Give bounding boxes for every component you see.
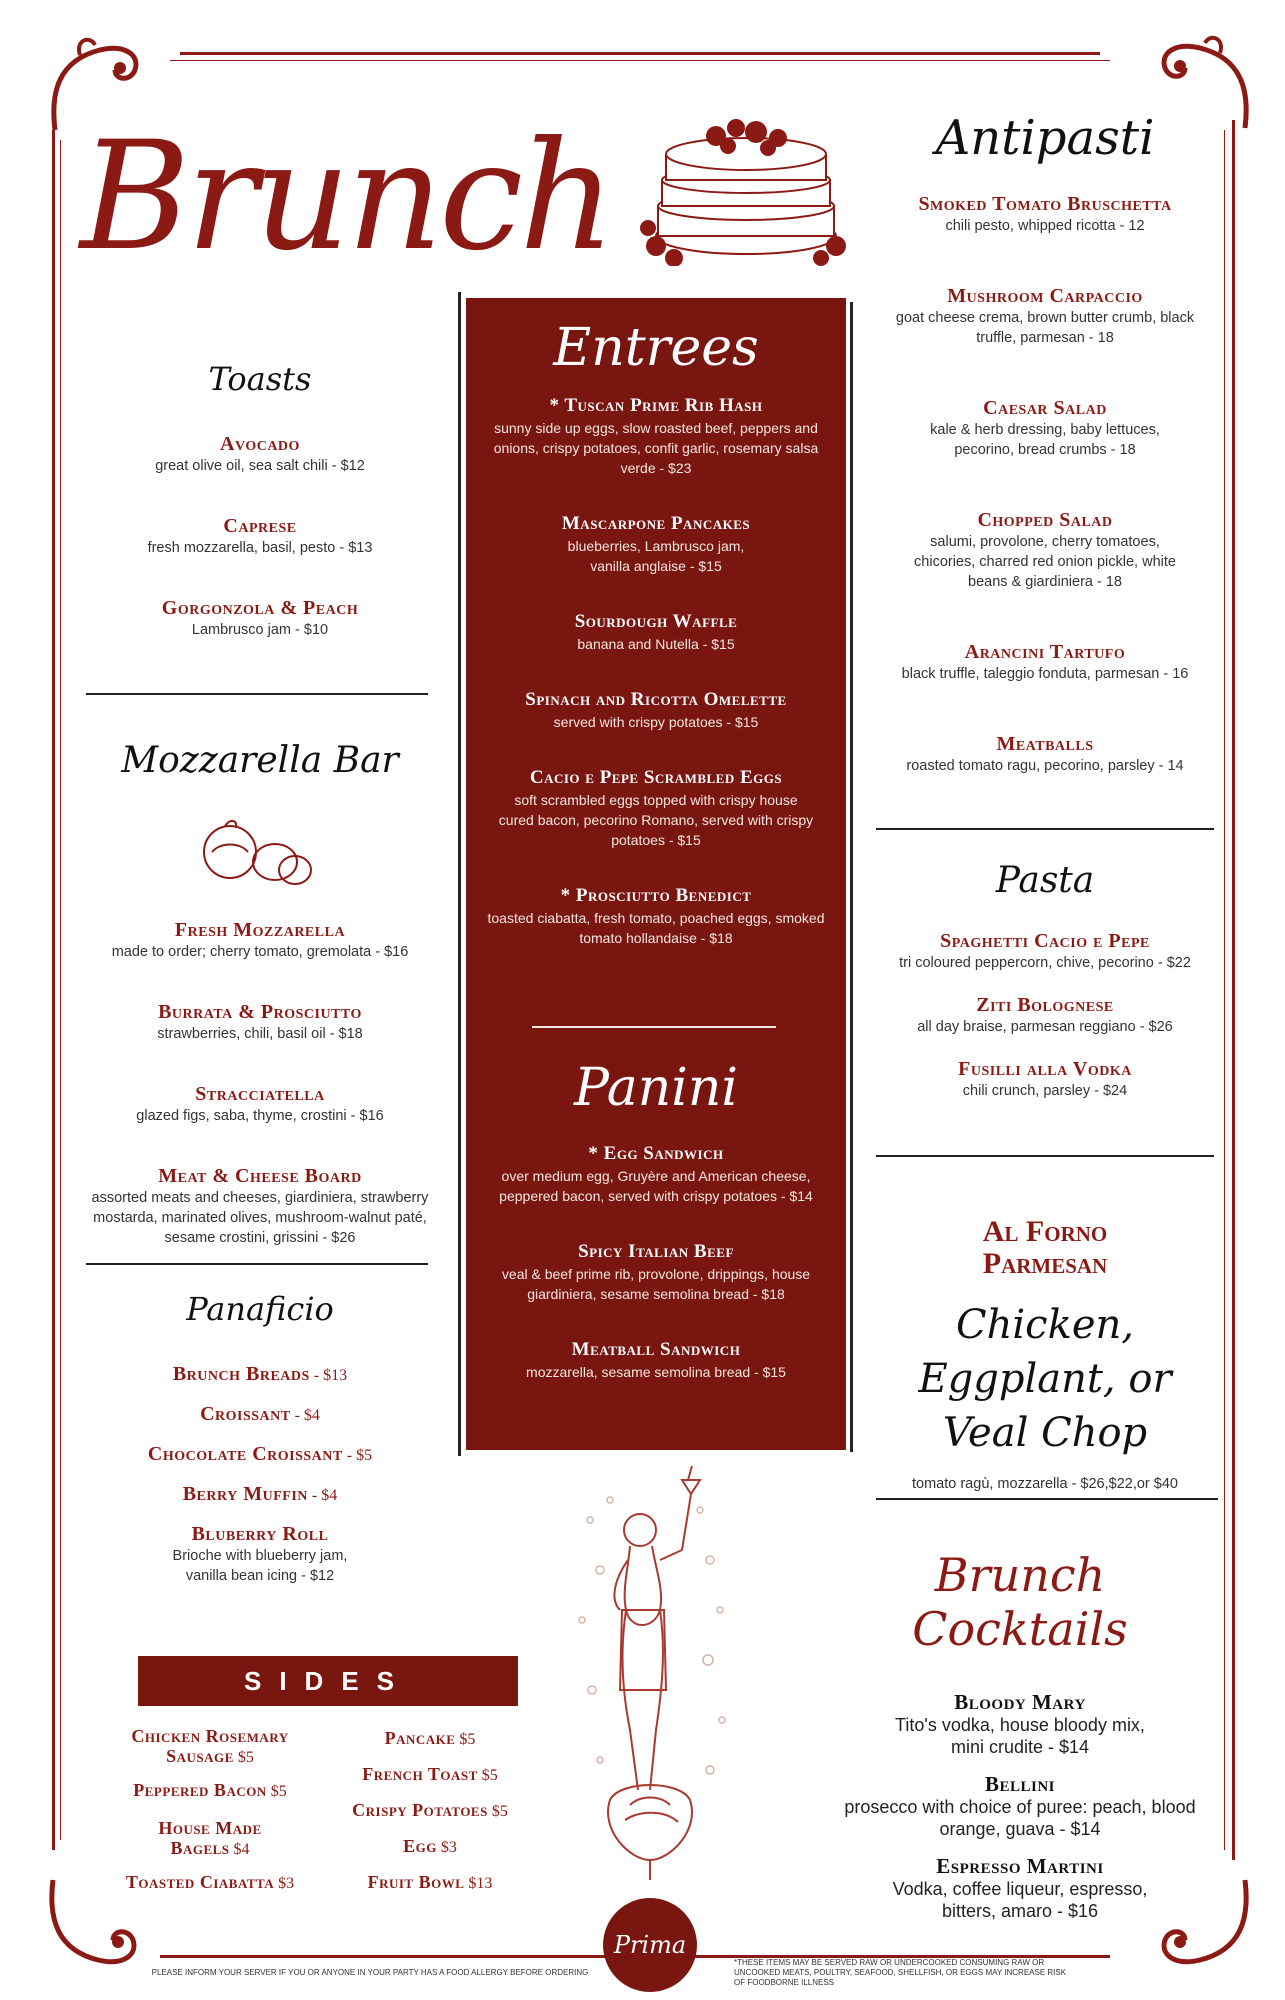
antipasti-item-name: Smoked Tomato Bruschetta bbox=[918, 193, 1172, 215]
side-item bbox=[330, 1800, 530, 1822]
entree-item bbox=[476, 512, 836, 576]
cocktail-item-desc: Vodka, coffee liqueur, espresso, bitters, amaro - $16 bbox=[892, 1879, 1148, 1921]
side-item-name: Fruit Bowl bbox=[367, 1872, 465, 1892]
antipasti-item-desc: kale & herb dressing, baby lettuces, pecorino, bread crumbs - 18 bbox=[930, 422, 1160, 458]
entree-item bbox=[476, 884, 836, 948]
antipasti-item-name: Chopped Salad bbox=[977, 509, 1113, 531]
panaficio-item bbox=[80, 1482, 440, 1506]
antipasti-item-name: Caesar Salad bbox=[983, 397, 1107, 419]
side-item bbox=[130, 1818, 290, 1860]
side-item bbox=[110, 1726, 310, 1768]
cocktail-item-name: Bellini bbox=[984, 1772, 1056, 1796]
frame-top-line bbox=[180, 52, 1100, 55]
panini-item bbox=[472, 1142, 840, 1206]
panaficio-item bbox=[80, 1522, 440, 1586]
side-item-price: $4 bbox=[229, 1841, 250, 1858]
mozzarella-item-name: Burrata & Prosciutto bbox=[158, 1001, 362, 1023]
entree-item-name: Spinach and Ricotta Omelette bbox=[525, 689, 787, 710]
toasts-title: Toasts bbox=[208, 360, 312, 398]
mozzarella-bar-section bbox=[80, 740, 440, 791]
divider bbox=[876, 1498, 1218, 1500]
entree-item-desc: soft scrambled eggs topped with crispy house cured bacon, pecorino Romano, served with crispy potatoes - $15 bbox=[498, 792, 814, 848]
pasta-section bbox=[880, 860, 1210, 1101]
allergy-note: PLEASE INFORM YOUR SERVER IF YOU OR ANYONE IN YOUR PARTY HAS A FOOD ALLERGY BEFORE ORDERING bbox=[151, 1968, 589, 1977]
toast-item-name: Gorgonzola & Peach bbox=[161, 597, 359, 619]
frame-left-line bbox=[52, 130, 55, 1850]
pancake-stack-icon bbox=[636, 96, 858, 266]
side-item-price: $5 bbox=[487, 1803, 508, 1820]
mozzarella-item-name: Stracciatella bbox=[195, 1083, 325, 1105]
panaficio-item-name: Chocolate Croissant bbox=[147, 1443, 343, 1465]
panini-item-name: Meatball Sandwich bbox=[571, 1339, 741, 1360]
cocktail-item bbox=[820, 1772, 1220, 1840]
side-item-name: Chicken Rosemary Sausage bbox=[131, 1726, 289, 1766]
side-item-name: Toasted Ciabatta bbox=[125, 1872, 275, 1892]
entrees-panel bbox=[466, 298, 846, 1450]
panini-item-name: Spicy Italian Beef bbox=[578, 1241, 734, 1262]
panaficio-item-name: Brunch Breads bbox=[172, 1363, 310, 1385]
side-item-price: $5 bbox=[233, 1749, 254, 1766]
side-item bbox=[330, 1764, 530, 1786]
al-forno-subtitle: Chicken, Eggplant, or Veal Chop bbox=[918, 1302, 1172, 1456]
panaficio-section bbox=[80, 1290, 440, 1586]
page-title-text: Brunch bbox=[80, 110, 612, 284]
antipasti-item-desc: black truffle, taleggio fonduta, parmesan - 16 bbox=[901, 666, 1189, 682]
side-item-name: House Made Bagels bbox=[158, 1818, 262, 1858]
entree-item bbox=[476, 394, 836, 478]
cocktail-item-name: Espresso Martini bbox=[936, 1854, 1104, 1878]
side-item-name: Crispy Potatoes bbox=[352, 1800, 488, 1820]
cocktail-item-desc: Tito's vodka, house bloody mix, mini crudite - $14 bbox=[895, 1715, 1145, 1757]
toast-item bbox=[80, 514, 440, 558]
side-item bbox=[100, 1872, 320, 1894]
antipasti-item-name: Arancini Tartufo bbox=[964, 641, 1126, 663]
frame-right-line bbox=[1232, 120, 1235, 1860]
divider bbox=[86, 693, 428, 695]
entree-item-desc: toasted ciabatta, fresh tomato, poached eggs, smoked tomato hollandaise - $18 bbox=[487, 910, 825, 946]
panaficio-item-price: - $4 bbox=[307, 1487, 338, 1504]
entrees-title: Entrees bbox=[553, 318, 759, 378]
panaficio-item-name: Bluberry Roll bbox=[191, 1523, 329, 1545]
side-item bbox=[330, 1836, 530, 1858]
cocktails-title: Brunch Cocktails bbox=[912, 1548, 1128, 1656]
al-forno-section bbox=[880, 1216, 1210, 1494]
side-item-name: Egg bbox=[403, 1836, 437, 1856]
panaficio-item-name: Berry Muffin bbox=[182, 1483, 308, 1505]
champagne-lady-illustration-icon bbox=[570, 1460, 740, 1880]
antipasti-item-desc: salumi, provolone, cherry tomatoes, chicories, charred red onion pickle, white beans & giardiniera - 18 bbox=[914, 534, 1176, 590]
divider bbox=[876, 1155, 1214, 1157]
toast-item-desc: great olive oil, sea salt chili - $12 bbox=[155, 458, 365, 474]
entree-item-name: * Tuscan Prime Rib Hash bbox=[549, 395, 763, 416]
mozzarella-item bbox=[70, 1164, 450, 1248]
toast-item bbox=[80, 596, 440, 640]
side-item-price: $13 bbox=[464, 1875, 493, 1892]
side-item-name: Peppered Bacon bbox=[133, 1780, 267, 1800]
divider bbox=[86, 1263, 428, 1265]
antipasti-item-desc: roasted tomato ragu, pecorino, parsley - 14 bbox=[906, 758, 1184, 774]
panel-edge-left bbox=[458, 292, 461, 1456]
panini-item-name: * Egg Sandwich bbox=[588, 1143, 724, 1164]
cocktail-item bbox=[820, 1854, 1220, 1922]
pasta-item-desc: tri coloured peppercorn, chive, pecorino - $22 bbox=[899, 955, 1191, 971]
mozzarella-item bbox=[70, 1000, 450, 1044]
panaficio-item bbox=[80, 1442, 440, 1466]
pasta-item-name: Fusilli alla Vodka bbox=[958, 1058, 1132, 1080]
pasta-title: Pasta bbox=[995, 860, 1095, 901]
toast-item-desc: Lambrusco jam - $10 bbox=[191, 622, 329, 638]
mozzarella-item-name: Meat & Cheese Board bbox=[158, 1165, 362, 1187]
antipasti-item-desc: goat cheese crema, brown butter crumb, black truffle, parmesan - 18 bbox=[895, 310, 1195, 346]
panini-item bbox=[472, 1240, 840, 1304]
pasta-item-name: Spaghetti Cacio e Pepe bbox=[940, 930, 1150, 952]
frame-right-line-2 bbox=[1224, 130, 1225, 1850]
pasta-item-desc: chili crunch, parsley - $24 bbox=[962, 1083, 1128, 1099]
frame-top-line-2 bbox=[170, 60, 1110, 61]
panaficio-item bbox=[80, 1362, 440, 1386]
toasts-section bbox=[80, 360, 440, 676]
cocktails-section bbox=[820, 1548, 1220, 1922]
entree-item bbox=[476, 688, 836, 732]
panini-item-desc: mozzarella, sesame semolina bread - $15 bbox=[526, 1364, 786, 1380]
panaficio-item-price: - $13 bbox=[309, 1367, 348, 1384]
side-item bbox=[330, 1872, 530, 1894]
entree-item-desc: blueberries, Lambrusco jam, vanilla anglaise - $15 bbox=[567, 538, 745, 574]
cocktail-item-desc: prosecco with choice of puree: peach, blood orange, guava - $14 bbox=[844, 1797, 1196, 1839]
antipasti-item bbox=[880, 732, 1210, 776]
antipasti-item bbox=[880, 284, 1210, 348]
panaficio-item bbox=[80, 1402, 440, 1426]
side-item bbox=[330, 1728, 530, 1750]
panaficio-item-price: - $5 bbox=[342, 1447, 373, 1464]
mozzarella-bar-title: Mozzarella Bar bbox=[121, 740, 399, 781]
mozzarella-item bbox=[70, 918, 450, 962]
entree-item-desc: served with crispy potatoes - $15 bbox=[553, 714, 759, 730]
mozzarella-item-desc: made to order; cherry tomato, gremolata - $16 bbox=[111, 944, 409, 960]
al-forno-desc: tomato ragù, mozzarella - $26,$22,or $40 bbox=[912, 1476, 1178, 1492]
toast-item-name: Avocado bbox=[220, 433, 300, 455]
sides-header: SIDES bbox=[138, 1656, 518, 1706]
pasta-item bbox=[880, 929, 1210, 973]
mozzarella-item-desc: glazed figs, saba, thyme, crostini - $16 bbox=[136, 1108, 384, 1124]
mozzarella-item-desc: assorted meats and cheeses, giardiniera, strawberry mostarda, marinated olives, mushroom-walnut paté, sesame crostini, grissini - $26 bbox=[91, 1190, 429, 1246]
frame-left-line-2 bbox=[60, 140, 61, 1840]
divider bbox=[532, 1026, 776, 1028]
panini-item bbox=[472, 1338, 840, 1382]
panini-title: Panini bbox=[574, 1058, 738, 1118]
panini-item-desc: over medium egg, Gruyère and American cheese, peppered bacon, served with crispy potatoes - $14 bbox=[499, 1168, 813, 1204]
antipasti-item bbox=[880, 508, 1210, 592]
antipasti-item-name: Meatballs bbox=[996, 733, 1094, 755]
pasta-item bbox=[880, 993, 1210, 1037]
side-item-price: $5 bbox=[455, 1731, 476, 1748]
mozzarella-item bbox=[70, 1082, 450, 1126]
entree-item-desc: sunny side up eggs, slow roasted beef, peppers and onions, crispy potatoes, confit garlic, rosemary salsa verde - $23 bbox=[493, 420, 819, 476]
side-item-price: $5 bbox=[477, 1767, 498, 1784]
entree-item-name: Cacio e Pepe Scrambled Eggs bbox=[529, 767, 783, 788]
antipasti-title: Antipasti bbox=[935, 110, 1155, 166]
antipasti-item-name: Mushroom Carpaccio bbox=[947, 285, 1143, 307]
entree-item-name: * Prosciutto Benedict bbox=[560, 885, 752, 906]
pasta-item-desc: all day braise, parmesan reggiano - $26 bbox=[917, 1019, 1173, 1035]
side-item-price: $3 bbox=[274, 1875, 295, 1892]
cocktail-item bbox=[820, 1690, 1220, 1758]
entrees-section bbox=[476, 318, 836, 948]
page-title bbox=[80, 70, 612, 310]
prima-logo: Prima bbox=[603, 1898, 697, 1992]
antipasti-item bbox=[880, 396, 1210, 460]
panaficio-item-price: - $4 bbox=[290, 1407, 320, 1424]
antipasti-item bbox=[880, 640, 1210, 684]
panini-section bbox=[472, 1058, 840, 1382]
side-item-name: French Toast bbox=[362, 1764, 478, 1784]
mozzarella-item-desc: strawberries, chili, basil oil - $18 bbox=[157, 1026, 363, 1042]
antipasti-item bbox=[880, 192, 1210, 236]
pasta-item bbox=[880, 1057, 1210, 1101]
panini-item-desc: veal & beef prime rib, provolone, drippings, house giardiniera, sesame semolina bread - $18 bbox=[501, 1266, 811, 1302]
tomato-mozzarella-icon bbox=[190, 812, 320, 892]
divider bbox=[876, 828, 1214, 830]
entree-item-name: Mascarpone Pancakes bbox=[561, 513, 751, 534]
panaficio-title: Panaficio bbox=[186, 1290, 334, 1328]
entree-item-desc: banana and Nutella - $15 bbox=[577, 636, 735, 652]
panaficio-item-name: Croissant bbox=[200, 1403, 291, 1425]
toast-item bbox=[80, 432, 440, 476]
pasta-item-name: Ziti Bolognese bbox=[976, 994, 1114, 1016]
entree-item bbox=[476, 766, 836, 850]
mozzarella-items bbox=[70, 918, 450, 1248]
toast-item-name: Caprese bbox=[223, 515, 297, 537]
toast-item-desc: fresh mozzarella, basil, pesto - $13 bbox=[147, 540, 373, 556]
side-item-price: $3 bbox=[436, 1839, 457, 1856]
side-item-price: $5 bbox=[266, 1783, 287, 1800]
al-forno-title: Al Forno Parmesan bbox=[982, 1215, 1108, 1280]
cocktail-item-name: Bloody Mary bbox=[954, 1690, 1086, 1714]
side-item-name: Pancake bbox=[384, 1728, 456, 1748]
panel-edge-right bbox=[850, 302, 853, 1452]
antipasti-item-desc: chili pesto, whipped ricotta - 12 bbox=[945, 218, 1145, 234]
raw-warning-note: *THESE ITEMS MAY BE SERVED RAW OR UNDERCOOKED CONSUMING RAW OR UNCOOKED MEATS, POULTRY, SEAFOOD, SHELLFISH, OR EGGS MAY INCREASE RISK OF FOODBORNE ILLNESS bbox=[734, 1958, 1067, 1987]
antipasti-section bbox=[880, 110, 1210, 776]
entree-item-name: Sourdough Waffle bbox=[574, 611, 738, 632]
side-item bbox=[110, 1780, 310, 1802]
mozzarella-item-name: Fresh Mozzarella bbox=[174, 919, 346, 941]
entree-item bbox=[476, 610, 836, 654]
panaficio-item-desc: Brioche with blueberry jam, vanilla bean icing - $12 bbox=[172, 1548, 348, 1584]
